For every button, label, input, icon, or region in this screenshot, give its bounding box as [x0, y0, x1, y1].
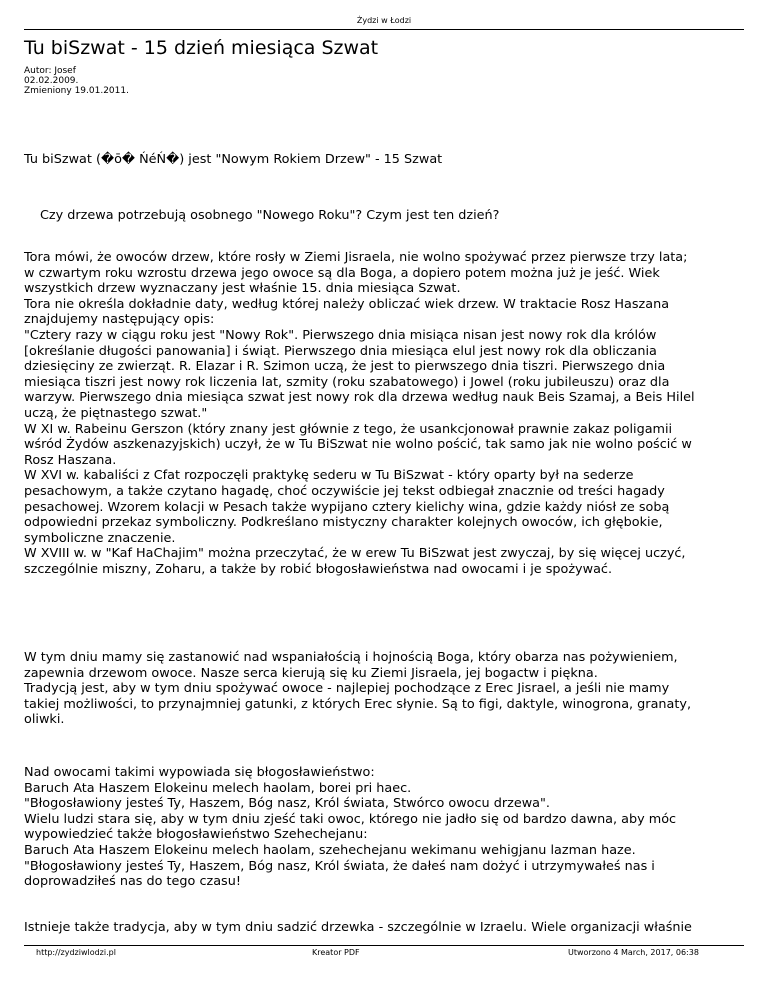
header-divider	[24, 29, 744, 30]
intro-paragraph	[24, 152, 744, 168]
text-line: znajdujemy następujący opis:	[24, 312, 215, 328]
text-line: symboliczne znaczenie.	[24, 530, 176, 546]
footer-created-date: Utworzono 4 March, 2017, 06:38	[568, 948, 699, 957]
text-line: takiej możliwości, to przynajmniej gatunki, z których Erec słynie. Są to figi, daktyle, winogrona, granaty,	[24, 696, 692, 712]
footer-url: http://zydziwlodzi.pl	[36, 948, 116, 957]
article-author: Autor: Josef	[24, 66, 76, 76]
article-modified: Zmieniony 19.01.2011.	[24, 86, 129, 96]
text-line: w czwartym roku wzrostu drzewa jego owoce są dla Boga, a dopiero potem można już je jeść. Wiek	[24, 265, 660, 281]
text-line: Baruch Ata Haszem Elokeinu melech haolam, borei pri haec.	[24, 780, 412, 796]
article-date: 02.02.2009.	[24, 76, 79, 86]
text-line: Istnieje także tradycja, aby w tym dniu sadzić drzewka - szczególnie w Izraelu. Wiele organizacji właśnie	[24, 920, 692, 935]
text-line: Tora mówi, że owoców drzew, które rosły w Ziemi Jisraela, nie wolno spożywać przez pierwsze trzy lata;	[24, 250, 688, 265]
text-line: Rosz Haszana.	[24, 452, 117, 468]
article-meta	[24, 66, 129, 96]
text-line: Tradycją jest, aby w tym dniu spożywać owoce - najlepiej pochodzące z Erec Jisrael, a jeśli nie mamy	[24, 681, 670, 697]
page-header-site-title: Żydzi w Łodzi	[356, 16, 412, 25]
text-line: dziesięciny ze zwierząt. R. Elazar i R. Szimon uczą, że jest to pierwszego dnia tiszri. Pierwszego dnia	[24, 359, 666, 375]
text-line: Baruch Ata Haszem Elokeinu melech haolam, szehechejanu wekimanu wehigjanu lazman haze.	[24, 842, 636, 858]
text-line: wśród Żydów aszkenazyjskich) uczył, że w Tu BiSzwat nie wolno pościć, tak samo jak nie wolno pościć w	[24, 437, 692, 453]
text-line: W XVIII w. w "Kaf HaChajim" można przeczytać, że w erew Tu BiSzwat jest zwyczaj, by się więcej uczyć,	[24, 546, 686, 562]
text-line: doprowadziłeś nas do tego czasu!	[24, 874, 241, 890]
text-line: "Cztery razy w ciągu roku jest "Nowy Rok". Pierwszego dnia misiąca nisan jest nowy rok dla królów	[24, 327, 657, 343]
article-title: Tu biSzwat - 15 dzień miesiąca Szwat	[24, 37, 379, 59]
footer-divider	[24, 945, 744, 946]
text-line: warzyw. Pierwszego dnia miesiąca szwat jest nowy rok dla drzewa według nauk Beis Szamaj, a Beis Hilel	[24, 390, 695, 406]
text-line: pesachowym, a także czytano hagadę, choć oczywiście jej tekst odbiegał znacznie od treści hagady	[24, 483, 665, 499]
text-line: oliwki.	[24, 712, 65, 728]
reflection-paragraph	[24, 650, 744, 728]
text-line: W tym dniu mamy się zastanowić nad wspaniałością i hojnością Boga, który obarza nas pożywieniem,	[24, 650, 678, 665]
history-paragraph	[24, 250, 744, 577]
question-paragraph	[40, 208, 760, 224]
footer-generator: Kreator PDF	[312, 948, 360, 957]
text-line: Wielu ludzi stara się, aby w tym dniu zjeść taki owoc, którego nie jadło się od bardzo dawna, aby móc	[24, 811, 677, 827]
text-line: zapewnia drzewom owoce. Nasze serca kierują się ku Ziemi Jisraela, jej bogactw i piękna.	[24, 665, 598, 681]
text-line: Tora nie określa dokładnie daty, według której należy obliczać wiek drzew. W traktacie Rosz Haszana	[24, 296, 670, 312]
text-line: miesiąca tiszri jest nowy rok liczenia lat, szmity (roku szabatowego) i Jowel (roku jubileuszu) oraz dla	[24, 374, 670, 390]
text-line: "Błogosławiony jesteś Ty, Haszem, Bóg nasz, Król świata, że dałeś nam dożyć i utrzymywałeś nas i	[24, 858, 655, 874]
text-line: W XVI w. kabaliści z Cfat rozpoczęli praktykę sederu w Tu BiSzwat - który oparty był na sederze	[24, 468, 634, 484]
text-line: Nad owocami takimi wypowiada się błogosławieństwo:	[24, 765, 375, 780]
text-line: odpowiedni przekaz symboliczny. Podkreślano mistyczny charakter kolejnych owoców, ich głębokie,	[24, 515, 663, 531]
text-line: W XI w. Rabeinu Gerszon (który znany jest głównie z tego, że usankcjonował prawnie zakaz poligamii	[24, 421, 673, 437]
question-line: Czy drzewa potrzebują osobnego "Nowego Roku"? Czym jest ten dzień?	[40, 208, 500, 223]
text-line: wypowiedzieć także błogosławieństwo Szehechejanu:	[24, 827, 368, 843]
blessing-paragraph	[24, 765, 744, 890]
text-line: "Błogosławiony jesteś Ty, Haszem, Bóg nasz, Król świata, Stwórco owocu drzewa".	[24, 796, 550, 812]
tree-planting-paragraph	[24, 920, 744, 936]
text-line: wszystkich drzew wyznaczany jest właśnie 15. dnia miesiąca Szwat.	[24, 281, 461, 297]
text-line: uczą, że piętnastego szwat."	[24, 405, 208, 421]
intro-line: Tu biSzwat (�ō� ŃéŃ�) jest "Nowym Rokiem Drzew" - 15 Szwat	[24, 152, 443, 167]
text-line: [określanie długości panowania] i świąt. Pierwszego dnia miesiąca elul jest nowy rok dla obliczania	[24, 343, 657, 359]
text-line: pesachowej. Wzorem kolacji w Pesach także wypijano cztery kielichy wina, gdzie każdy niósł ze sobą	[24, 499, 670, 515]
text-line: szczególnie miszny, Zoharu, a także by robić błogosławieństwa nad owocami i je spożywać.	[24, 561, 613, 577]
